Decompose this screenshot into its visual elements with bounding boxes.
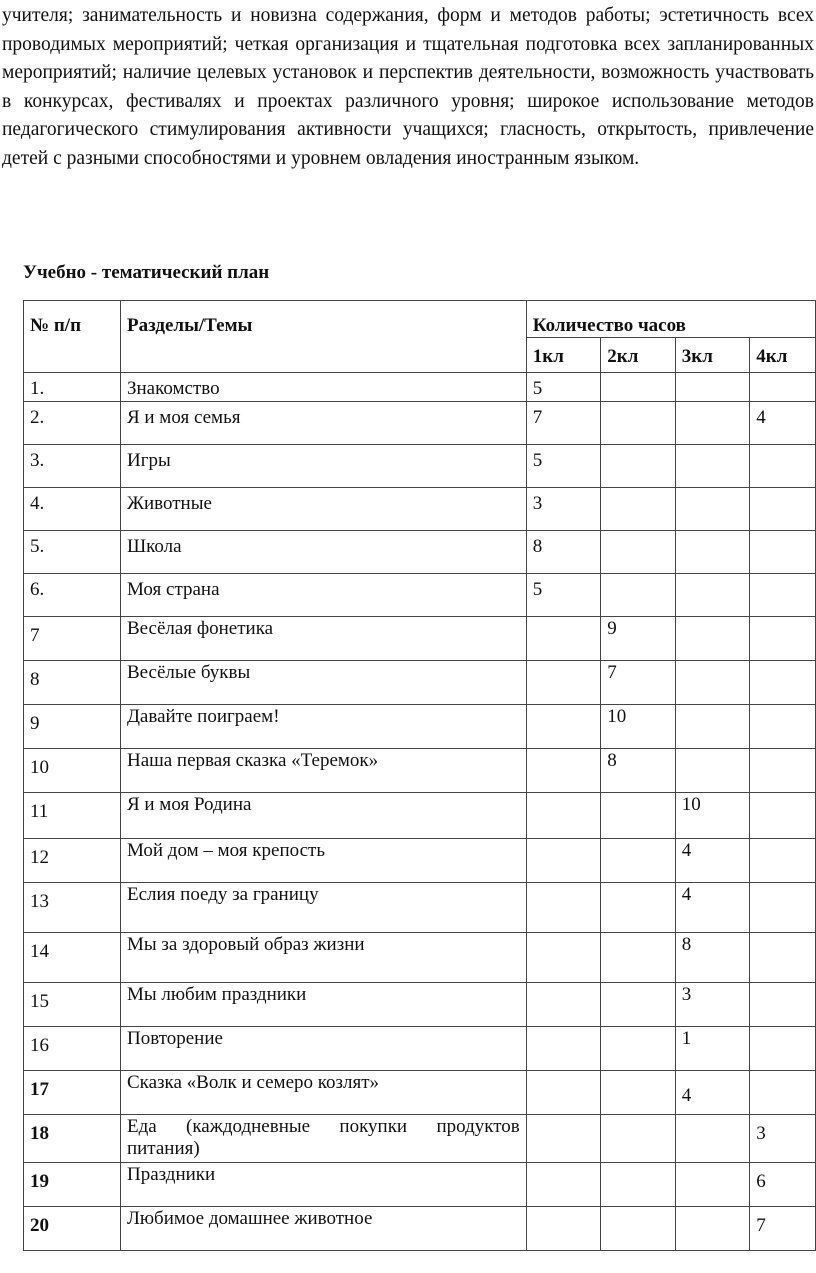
row-hours-1 xyxy=(526,793,601,839)
row-hours-2 xyxy=(601,1163,676,1207)
row-num: 15 xyxy=(24,983,121,1027)
row-hours-3 xyxy=(675,1115,750,1163)
row-hours-4: 3 xyxy=(750,1115,816,1163)
row-hours-2: 7 xyxy=(601,661,676,705)
header-grade-3: 3кл xyxy=(675,338,750,373)
row-hours-1: 8 xyxy=(526,531,601,574)
row-hours-1: 5 xyxy=(526,373,601,402)
row-topic: Я и моя семья xyxy=(120,402,526,445)
row-num: 2. xyxy=(24,402,121,445)
table-row xyxy=(24,983,816,1027)
row-topic: Сказка «Волк и семеро козлят» xyxy=(120,1071,526,1115)
table-row xyxy=(24,617,816,661)
row-hours-2 xyxy=(601,983,676,1027)
row-num: 11 xyxy=(24,793,121,839)
row-topic: Наша первая сказка «Теремок» xyxy=(120,749,526,793)
row-hours-2 xyxy=(601,1071,676,1115)
row-hours-2 xyxy=(601,445,676,488)
table-row xyxy=(24,373,816,402)
row-topic: Повторение xyxy=(120,1027,526,1071)
row-num: 4. xyxy=(24,488,121,531)
row-hours-1 xyxy=(526,983,601,1027)
row-hours-3: 8 xyxy=(675,933,750,983)
row-hours-4 xyxy=(750,574,816,617)
table-row xyxy=(24,402,816,445)
row-hours-3 xyxy=(675,402,750,445)
header-grade-2: 2кл xyxy=(601,338,676,373)
row-hours-1 xyxy=(526,617,601,661)
header-num: № п/п xyxy=(24,301,121,373)
row-num: 6. xyxy=(24,574,121,617)
row-hours-3 xyxy=(675,617,750,661)
header-grade-4: 4кл xyxy=(750,338,816,373)
row-hours-3 xyxy=(675,749,750,793)
table-row xyxy=(24,1207,816,1251)
row-num: 10 xyxy=(24,749,121,793)
row-hours-4 xyxy=(750,705,816,749)
row-hours-4 xyxy=(750,531,816,574)
row-hours-4 xyxy=(750,1071,816,1115)
row-num: 17 xyxy=(24,1071,121,1115)
row-num: 5. xyxy=(24,531,121,574)
row-topic-line-1: Еда (каждодневные покупки продуктов xyxy=(126,1116,520,1137)
row-hours-4 xyxy=(750,883,816,933)
row-hours-4 xyxy=(750,983,816,1027)
row-num: 20 xyxy=(24,1207,121,1251)
row-hours-4 xyxy=(750,445,816,488)
row-hours-4 xyxy=(750,617,816,661)
row-hours-1 xyxy=(526,1115,601,1163)
intro-paragraph: учителя; занимательность и новизна содержания, форм и методов работы; эстетичность всех проводимых мероприятий; четкая организация и тщательная подготовка всех запланированных мероприятий; наличие целевых установок и перспектив деятельности, возможность участвовать в конкурсах, фестивалях и проектах различного уровня; широкое использование методов педагогического стимулирования активности учащихся; гласность, открытость, привлечение детей с разными способностями и уровнем овладения иностранным языком. xyxy=(2,5,814,169)
row-hours-1 xyxy=(526,883,601,933)
row-hours-2: 9 xyxy=(601,617,676,661)
row-hours-2 xyxy=(601,373,676,402)
row-hours-4 xyxy=(750,749,816,793)
row-hours-4 xyxy=(750,793,816,839)
row-num: 13 xyxy=(24,883,121,933)
row-hours-4: 7 xyxy=(750,1207,816,1251)
table-row xyxy=(24,531,816,574)
row-hours-1 xyxy=(526,661,601,705)
row-hours-2 xyxy=(601,402,676,445)
row-hours-3 xyxy=(675,1207,750,1251)
row-hours-1 xyxy=(526,1071,601,1115)
row-hours-3 xyxy=(675,488,750,531)
row-hours-3 xyxy=(675,574,750,617)
table-row xyxy=(24,1027,816,1071)
row-hours-3 xyxy=(675,705,750,749)
row-hours-3 xyxy=(675,531,750,574)
row-hours-4: 6 xyxy=(750,1163,816,1207)
table-header-row xyxy=(24,301,816,338)
row-hours-4 xyxy=(750,373,816,402)
row-topic: Весёлая фонетика xyxy=(120,617,526,661)
row-num: 16 xyxy=(24,1027,121,1071)
table-row xyxy=(24,574,816,617)
row-hours-2 xyxy=(601,488,676,531)
row-hours-1 xyxy=(526,749,601,793)
row-hours-2 xyxy=(601,1115,676,1163)
row-hours-2: 10 xyxy=(601,705,676,749)
row-hours-4 xyxy=(750,661,816,705)
row-topic: Праздники xyxy=(120,1163,526,1207)
row-topic: Весёлые буквы xyxy=(120,661,526,705)
table-row xyxy=(24,661,816,705)
row-hours-3: 4 xyxy=(675,1071,750,1115)
row-num: 18 xyxy=(24,1115,121,1163)
row-hours-4 xyxy=(750,1027,816,1071)
row-hours-1 xyxy=(526,933,601,983)
row-hours-1 xyxy=(526,705,601,749)
row-topic: Животные xyxy=(120,488,526,531)
row-topic: Еслия поеду за границу xyxy=(120,883,526,933)
row-hours-1: 3 xyxy=(526,488,601,531)
row-hours-1: 7 xyxy=(526,402,601,445)
row-topic: Я и моя Родина xyxy=(120,793,526,839)
table-row xyxy=(24,793,816,839)
row-hours-2 xyxy=(601,933,676,983)
table-row xyxy=(24,1163,816,1207)
curriculum-table xyxy=(23,300,816,1251)
row-hours-1 xyxy=(526,1027,601,1071)
row-topic: Мой дом – моя крепость xyxy=(120,839,526,883)
row-hours-3: 4 xyxy=(675,839,750,883)
table-row xyxy=(24,1115,816,1163)
row-hours-1: 5 xyxy=(526,445,601,488)
row-topic: Игры xyxy=(120,445,526,488)
table-row xyxy=(24,705,816,749)
row-num: 9 xyxy=(24,705,121,749)
row-hours-3 xyxy=(675,661,750,705)
table-row xyxy=(24,445,816,488)
row-hours-3 xyxy=(675,1163,750,1207)
row-topic xyxy=(120,1115,526,1163)
row-hours-4 xyxy=(750,933,816,983)
row-hours-4 xyxy=(750,488,816,531)
table-row xyxy=(24,488,816,531)
row-hours-2 xyxy=(601,793,676,839)
row-hours-2 xyxy=(601,1027,676,1071)
table-row xyxy=(24,883,816,933)
row-hours-2 xyxy=(601,574,676,617)
row-num: 1. xyxy=(24,373,121,402)
table-row xyxy=(24,933,816,983)
row-topic: Мы любим праздники xyxy=(120,983,526,1027)
row-hours-2 xyxy=(601,1207,676,1251)
row-hours-3: 4 xyxy=(675,883,750,933)
row-hours-4: 4 xyxy=(750,402,816,445)
header-grade-1: 1кл xyxy=(526,338,601,373)
row-hours-2: 8 xyxy=(601,749,676,793)
row-hours-3: 10 xyxy=(675,793,750,839)
row-topic: Мы за здоровый образ жизни xyxy=(120,933,526,983)
row-topic: Школа xyxy=(120,531,526,574)
row-hours-1: 5 xyxy=(526,574,601,617)
row-topic-line-2: питания) xyxy=(126,1138,200,1159)
row-hours-3: 3 xyxy=(675,983,750,1027)
row-num: 19 xyxy=(24,1163,121,1207)
row-num: 8 xyxy=(24,661,121,705)
header-hours: Количество часов xyxy=(526,301,815,338)
row-hours-1 xyxy=(526,1163,601,1207)
table-row xyxy=(24,749,816,793)
row-hours-1 xyxy=(526,839,601,883)
table-row xyxy=(24,839,816,883)
row-hours-1 xyxy=(526,1207,601,1251)
row-num: 3. xyxy=(24,445,121,488)
row-hours-3 xyxy=(675,373,750,402)
row-hours-3 xyxy=(675,445,750,488)
row-topic: Любимое домашнее животное xyxy=(120,1207,526,1251)
row-hours-4 xyxy=(750,839,816,883)
row-num: 12 xyxy=(24,839,121,883)
row-num: 14 xyxy=(24,933,121,983)
table-row xyxy=(24,1071,816,1115)
row-hours-2 xyxy=(601,531,676,574)
plan-title: Учебно - тематический план xyxy=(23,262,270,283)
row-hours-3: 1 xyxy=(675,1027,750,1071)
row-hours-2 xyxy=(601,883,676,933)
row-hours-2 xyxy=(601,839,676,883)
row-topic: Моя страна xyxy=(120,574,526,617)
row-topic: Знакомство xyxy=(120,373,526,402)
header-topic: Разделы/Темы xyxy=(120,301,526,373)
row-num: 7 xyxy=(24,617,121,661)
row-topic: Давайте поиграем! xyxy=(120,705,526,749)
